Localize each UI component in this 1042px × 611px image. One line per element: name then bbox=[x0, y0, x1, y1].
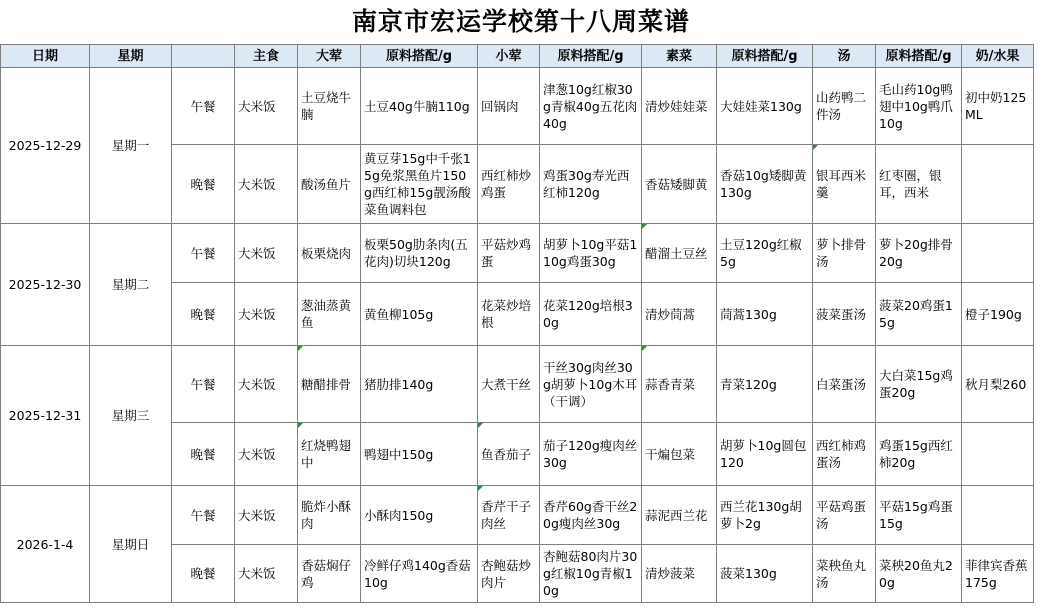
soup-cell: 萝卜排骨汤 bbox=[813, 224, 876, 283]
table-row bbox=[1, 346, 1034, 423]
big-meat-ingredients-cell: 土豆40g牛腩110g bbox=[361, 68, 478, 145]
table-row bbox=[1, 68, 1034, 145]
soup-ingredients-cell: 菜秧20鱼丸20g bbox=[876, 545, 962, 603]
header-big-meat-ingredients: 原料搭配/g bbox=[361, 45, 478, 68]
soup-cell: 菠菜蛋汤 bbox=[813, 283, 876, 346]
staple-cell: 大米饭 bbox=[235, 486, 298, 545]
header-small-meat-ingredients: 原料搭配/g bbox=[540, 45, 642, 68]
staple-cell: 大米饭 bbox=[235, 68, 298, 145]
header-soup-ingredients: 原料搭配/g bbox=[876, 45, 962, 68]
big-meat-cell: 糖醋排骨 bbox=[298, 346, 361, 423]
soup-cell: 银耳西米羹 bbox=[813, 145, 876, 224]
big-meat-ingredients-cell: 板栗50g肋条肉(五花肉)切块120g bbox=[361, 224, 478, 283]
vegetable-cell: 干煸包菜 bbox=[642, 423, 717, 486]
meal-cell: 晚餐 bbox=[172, 545, 235, 603]
date-cell: 2025-12-30 bbox=[1, 224, 90, 346]
header-staple: 主食 bbox=[235, 45, 298, 68]
big-meat-ingredients-cell: 黄豆芽15g中千张15g免浆黑鱼片150g西红柿15g靓汤酸菜鱼调料包 bbox=[361, 145, 478, 224]
small-meat-cell: 大煮干丝 bbox=[478, 346, 540, 423]
big-meat-ingredients-cell: 鸭翅中150g bbox=[361, 423, 478, 486]
vegetable-ingredients-cell: 茼蒿130g bbox=[717, 283, 813, 346]
milk-fruit-cell bbox=[962, 145, 1034, 224]
soup-ingredients-cell: 红枣圈，银耳，西米 bbox=[876, 145, 962, 224]
vegetable-ingredients-cell: 香菇10g矮脚黄130g bbox=[717, 145, 813, 224]
weekday-cell: 星期三 bbox=[90, 346, 172, 486]
small-meat-cell: 鱼香茄子 bbox=[478, 423, 540, 486]
meal-cell: 晚餐 bbox=[172, 423, 235, 486]
vegetable-ingredients-cell: 土豆120g红椒5g bbox=[717, 224, 813, 283]
vegetable-ingredients-cell: 青菜120g bbox=[717, 346, 813, 423]
vegetable-ingredients-cell: 胡萝卜10g圆包120 bbox=[717, 423, 813, 486]
staple-cell: 大米饭 bbox=[235, 346, 298, 423]
small-meat-cell: 平菇炒鸡蛋 bbox=[478, 224, 540, 283]
soup-cell: 山药鸭二件汤 bbox=[813, 68, 876, 145]
meal-cell: 午餐 bbox=[172, 486, 235, 545]
table-row bbox=[1, 486, 1034, 545]
small-meat-ingredients-cell: 香芹60g香干丝20g瘦肉丝30g bbox=[540, 486, 642, 545]
header-date: 日期 bbox=[1, 45, 90, 68]
small-meat-ingredients-cell: 杏鲍菇80肉片30g红椒10g青椒10g bbox=[540, 545, 642, 603]
big-meat-ingredients-cell: 冷鲜仔鸡140g香菇10g bbox=[361, 545, 478, 603]
header-milk-fruit: 奶/水果 bbox=[962, 45, 1034, 68]
small-meat-ingredients-cell: 茄子120g瘦肉丝30g bbox=[540, 423, 642, 486]
big-meat-cell: 土豆烧牛腩 bbox=[298, 68, 361, 145]
big-meat-cell: 红烧鸭翅中 bbox=[298, 423, 361, 486]
soup-cell: 白菜蛋汤 bbox=[813, 346, 876, 423]
staple-cell: 大米饭 bbox=[235, 283, 298, 346]
menu-table bbox=[0, 44, 1034, 603]
soup-ingredients-cell: 菠菜20鸡蛋15g bbox=[876, 283, 962, 346]
soup-cell: 平菇鸡蛋汤 bbox=[813, 486, 876, 545]
small-meat-cell: 花菜炒培根 bbox=[478, 283, 540, 346]
big-meat-cell: 板栗烧肉 bbox=[298, 224, 361, 283]
meal-cell: 午餐 bbox=[172, 224, 235, 283]
soup-ingredients-cell: 毛山药10g鸭翅中10g鸭爪10g bbox=[876, 68, 962, 145]
milk-fruit-cell bbox=[962, 423, 1034, 486]
small-meat-ingredients-cell: 干丝30g肉丝30g胡萝卜10g木耳（干调） bbox=[540, 346, 642, 423]
small-meat-cell: 香芹干子肉丝 bbox=[478, 486, 540, 545]
milk-fruit-cell: 橙子190g bbox=[962, 283, 1034, 346]
milk-fruit-cell bbox=[962, 486, 1034, 545]
vegetable-cell: 清炒菠菜 bbox=[642, 545, 717, 603]
header-small-meat: 小荤 bbox=[478, 45, 540, 68]
staple-cell: 大米饭 bbox=[235, 145, 298, 224]
header-vegetable-ingredients: 原料搭配/g bbox=[717, 45, 813, 68]
header-meal bbox=[172, 45, 235, 68]
soup-ingredients-cell: 萝卜20g排骨20g bbox=[876, 224, 962, 283]
date-cell: 2025-12-29 bbox=[1, 68, 90, 224]
vegetable-cell: 清炒娃娃菜 bbox=[642, 68, 717, 145]
vegetable-ingredients-cell: 大娃娃菜130g bbox=[717, 68, 813, 145]
milk-fruit-cell: 初中奶125ML bbox=[962, 68, 1034, 145]
milk-fruit-cell: 菲律宾香蕉175g bbox=[962, 545, 1034, 603]
header-soup: 汤 bbox=[813, 45, 876, 68]
vegetable-cell: 醋溜土豆丝 bbox=[642, 224, 717, 283]
big-meat-ingredients-cell: 黄鱼柳105g bbox=[361, 283, 478, 346]
soup-ingredients-cell: 平菇15g鸡蛋15g bbox=[876, 486, 962, 545]
big-meat-ingredients-cell: 小酥肉150g bbox=[361, 486, 478, 545]
meal-cell: 午餐 bbox=[172, 68, 235, 145]
soup-ingredients-cell: 鸡蛋15g西红柿20g bbox=[876, 423, 962, 486]
soup-cell: 菜秧鱼丸汤 bbox=[813, 545, 876, 603]
small-meat-ingredients-cell: 津葱10g红椒30g青椒40g五花肉40g bbox=[540, 68, 642, 145]
staple-cell: 大米饭 bbox=[235, 545, 298, 603]
small-meat-ingredients-cell: 鸡蛋30g寿光西红柿120g bbox=[540, 145, 642, 224]
soup-ingredients-cell: 大白菜15g鸡蛋20g bbox=[876, 346, 962, 423]
header-weekday: 星期 bbox=[90, 45, 172, 68]
vegetable-cell: 蒜香青菜 bbox=[642, 346, 717, 423]
weekday-cell: 星期日 bbox=[90, 486, 172, 603]
big-meat-cell: 脆炸小酥肉 bbox=[298, 486, 361, 545]
vegetable-cell: 蒜泥西兰花 bbox=[642, 486, 717, 545]
meal-cell: 晚餐 bbox=[172, 145, 235, 224]
meal-cell: 午餐 bbox=[172, 346, 235, 423]
small-meat-ingredients-cell: 花菜120g培根30g bbox=[540, 283, 642, 346]
big-meat-ingredients-cell: 猪肋排140g bbox=[361, 346, 478, 423]
header-vegetable: 素菜 bbox=[642, 45, 717, 68]
weekday-cell: 星期一 bbox=[90, 68, 172, 224]
header-row bbox=[1, 45, 1034, 68]
milk-fruit-cell bbox=[962, 224, 1034, 283]
vegetable-cell: 清炒茼蒿 bbox=[642, 283, 717, 346]
staple-cell: 大米饭 bbox=[235, 224, 298, 283]
table-row bbox=[1, 224, 1034, 283]
small-meat-cell: 西红柿炒鸡蛋 bbox=[478, 145, 540, 224]
page-title: 南京市宏运学校第十八周菜谱 bbox=[351, 7, 690, 36]
staple-cell: 大米饭 bbox=[235, 423, 298, 486]
big-meat-cell: 葱油蒸黄鱼 bbox=[298, 283, 361, 346]
weekday-cell: 星期二 bbox=[90, 224, 172, 346]
big-meat-cell: 酸汤鱼片 bbox=[298, 145, 361, 224]
vegetable-cell: 香菇矮脚黄 bbox=[642, 145, 717, 224]
vegetable-ingredients-cell: 菠菜130g bbox=[717, 545, 813, 603]
small-meat-ingredients-cell: 胡萝卜10g平菇110g鸡蛋30g bbox=[540, 224, 642, 283]
date-cell: 2025-12-31 bbox=[1, 346, 90, 486]
milk-fruit-cell: 秋月梨260 bbox=[962, 346, 1034, 423]
meal-cell: 晚餐 bbox=[172, 283, 235, 346]
big-meat-cell: 香菇焖仔鸡 bbox=[298, 545, 361, 603]
date-cell: 2026-1-4 bbox=[1, 486, 90, 603]
small-meat-cell: 杏鲍菇炒肉片 bbox=[478, 545, 540, 603]
vegetable-ingredients-cell: 西兰花130g胡萝卜2g bbox=[717, 486, 813, 545]
small-meat-cell: 回锅肉 bbox=[478, 68, 540, 145]
header-big-meat: 大荤 bbox=[298, 45, 361, 68]
soup-cell: 西红柿鸡蛋汤 bbox=[813, 423, 876, 486]
